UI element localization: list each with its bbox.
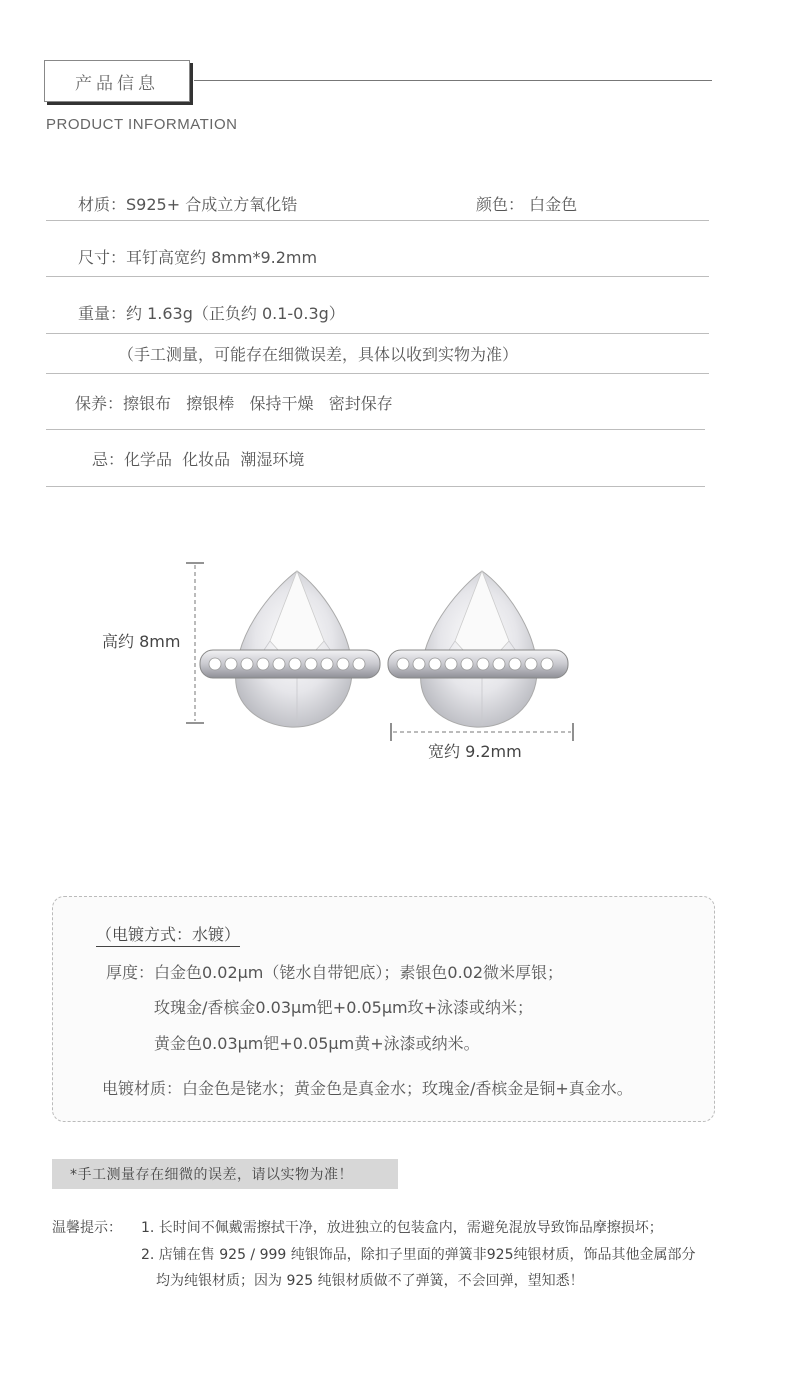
earring-illustration [90,545,710,785]
tip-2-line-1: 2. 店铺在售 925 / 999 纯银饰品，除扣子里面的弹簧非925纯银材质，饰品其他金属部分 [141,1247,696,1263]
height-label: 高约 8mm [102,632,181,651]
spec-color: 颜色： 白金色 [476,195,578,214]
row-divider [46,429,705,430]
tip-1: 1. 长时间不佩戴需擦拭干净，放进独立的包装盒内，需避免混放导致饰品摩擦损坏； [141,1220,663,1236]
product-photo [90,545,710,785]
plating-thickness-3: 黄金色0.03μm钯+0.05μm黄+泳漆或纳米。 [154,1034,480,1053]
row-divider [46,486,705,487]
spec-avoid: 忌：化学品 化妆品 潮湿环境 [92,450,305,469]
section-subtitle: PRODUCT INFORMATION [46,116,238,133]
earring-right [388,571,568,727]
plating-title: （电镀方式：水镀） [96,922,240,947]
measurement-notice [52,1159,398,1189]
spec-size: 尺寸：耳钉高宽约 8mm*9.2mm [78,248,318,267]
plating-thickness-1: 厚度：白金色0.02μm（铑水自带钯底）；素银色0.02微米厚银； [106,963,564,982]
spec-weight-note: （手工测量，可能存在细微误差，具体以收到实物为准） [118,345,519,364]
plating-material: 电镀材质：白金色是铑水；黄金色是真金水；玫瑰金/香槟金是铜+真金水。 [102,1079,633,1098]
header-divider [194,80,712,81]
tips-label: 温馨提示： [52,1220,122,1236]
spec-material: 材质：S925+ 合成立方氧化锆 [78,195,298,214]
spec-care: 保养：擦银布 擦银棒 保持干燥 密封保存 [75,394,393,413]
section-title: 产品信息 [75,73,159,94]
notice-text: *手工测量存在细微的误差，请以实物为准！ [70,1167,353,1183]
row-divider [46,276,709,277]
plating-thickness-2: 玫瑰金/香槟金0.03μm钯+0.05μm玫+泳漆或纳米； [154,998,533,1017]
row-divider [46,333,709,334]
earring-left [200,571,380,727]
tip-2-line-2: 均为纯银材质；因为 925 纯银材质做不了弹簧，不会回弹，望知悉！ [156,1273,584,1289]
row-divider [46,220,709,221]
section-title-box [44,60,190,102]
spec-weight: 重量：约 1.63g（正负约 0.1-0.3g） [78,304,345,323]
row-divider [46,373,709,374]
width-label: 宽约 9.2mm [428,742,522,761]
